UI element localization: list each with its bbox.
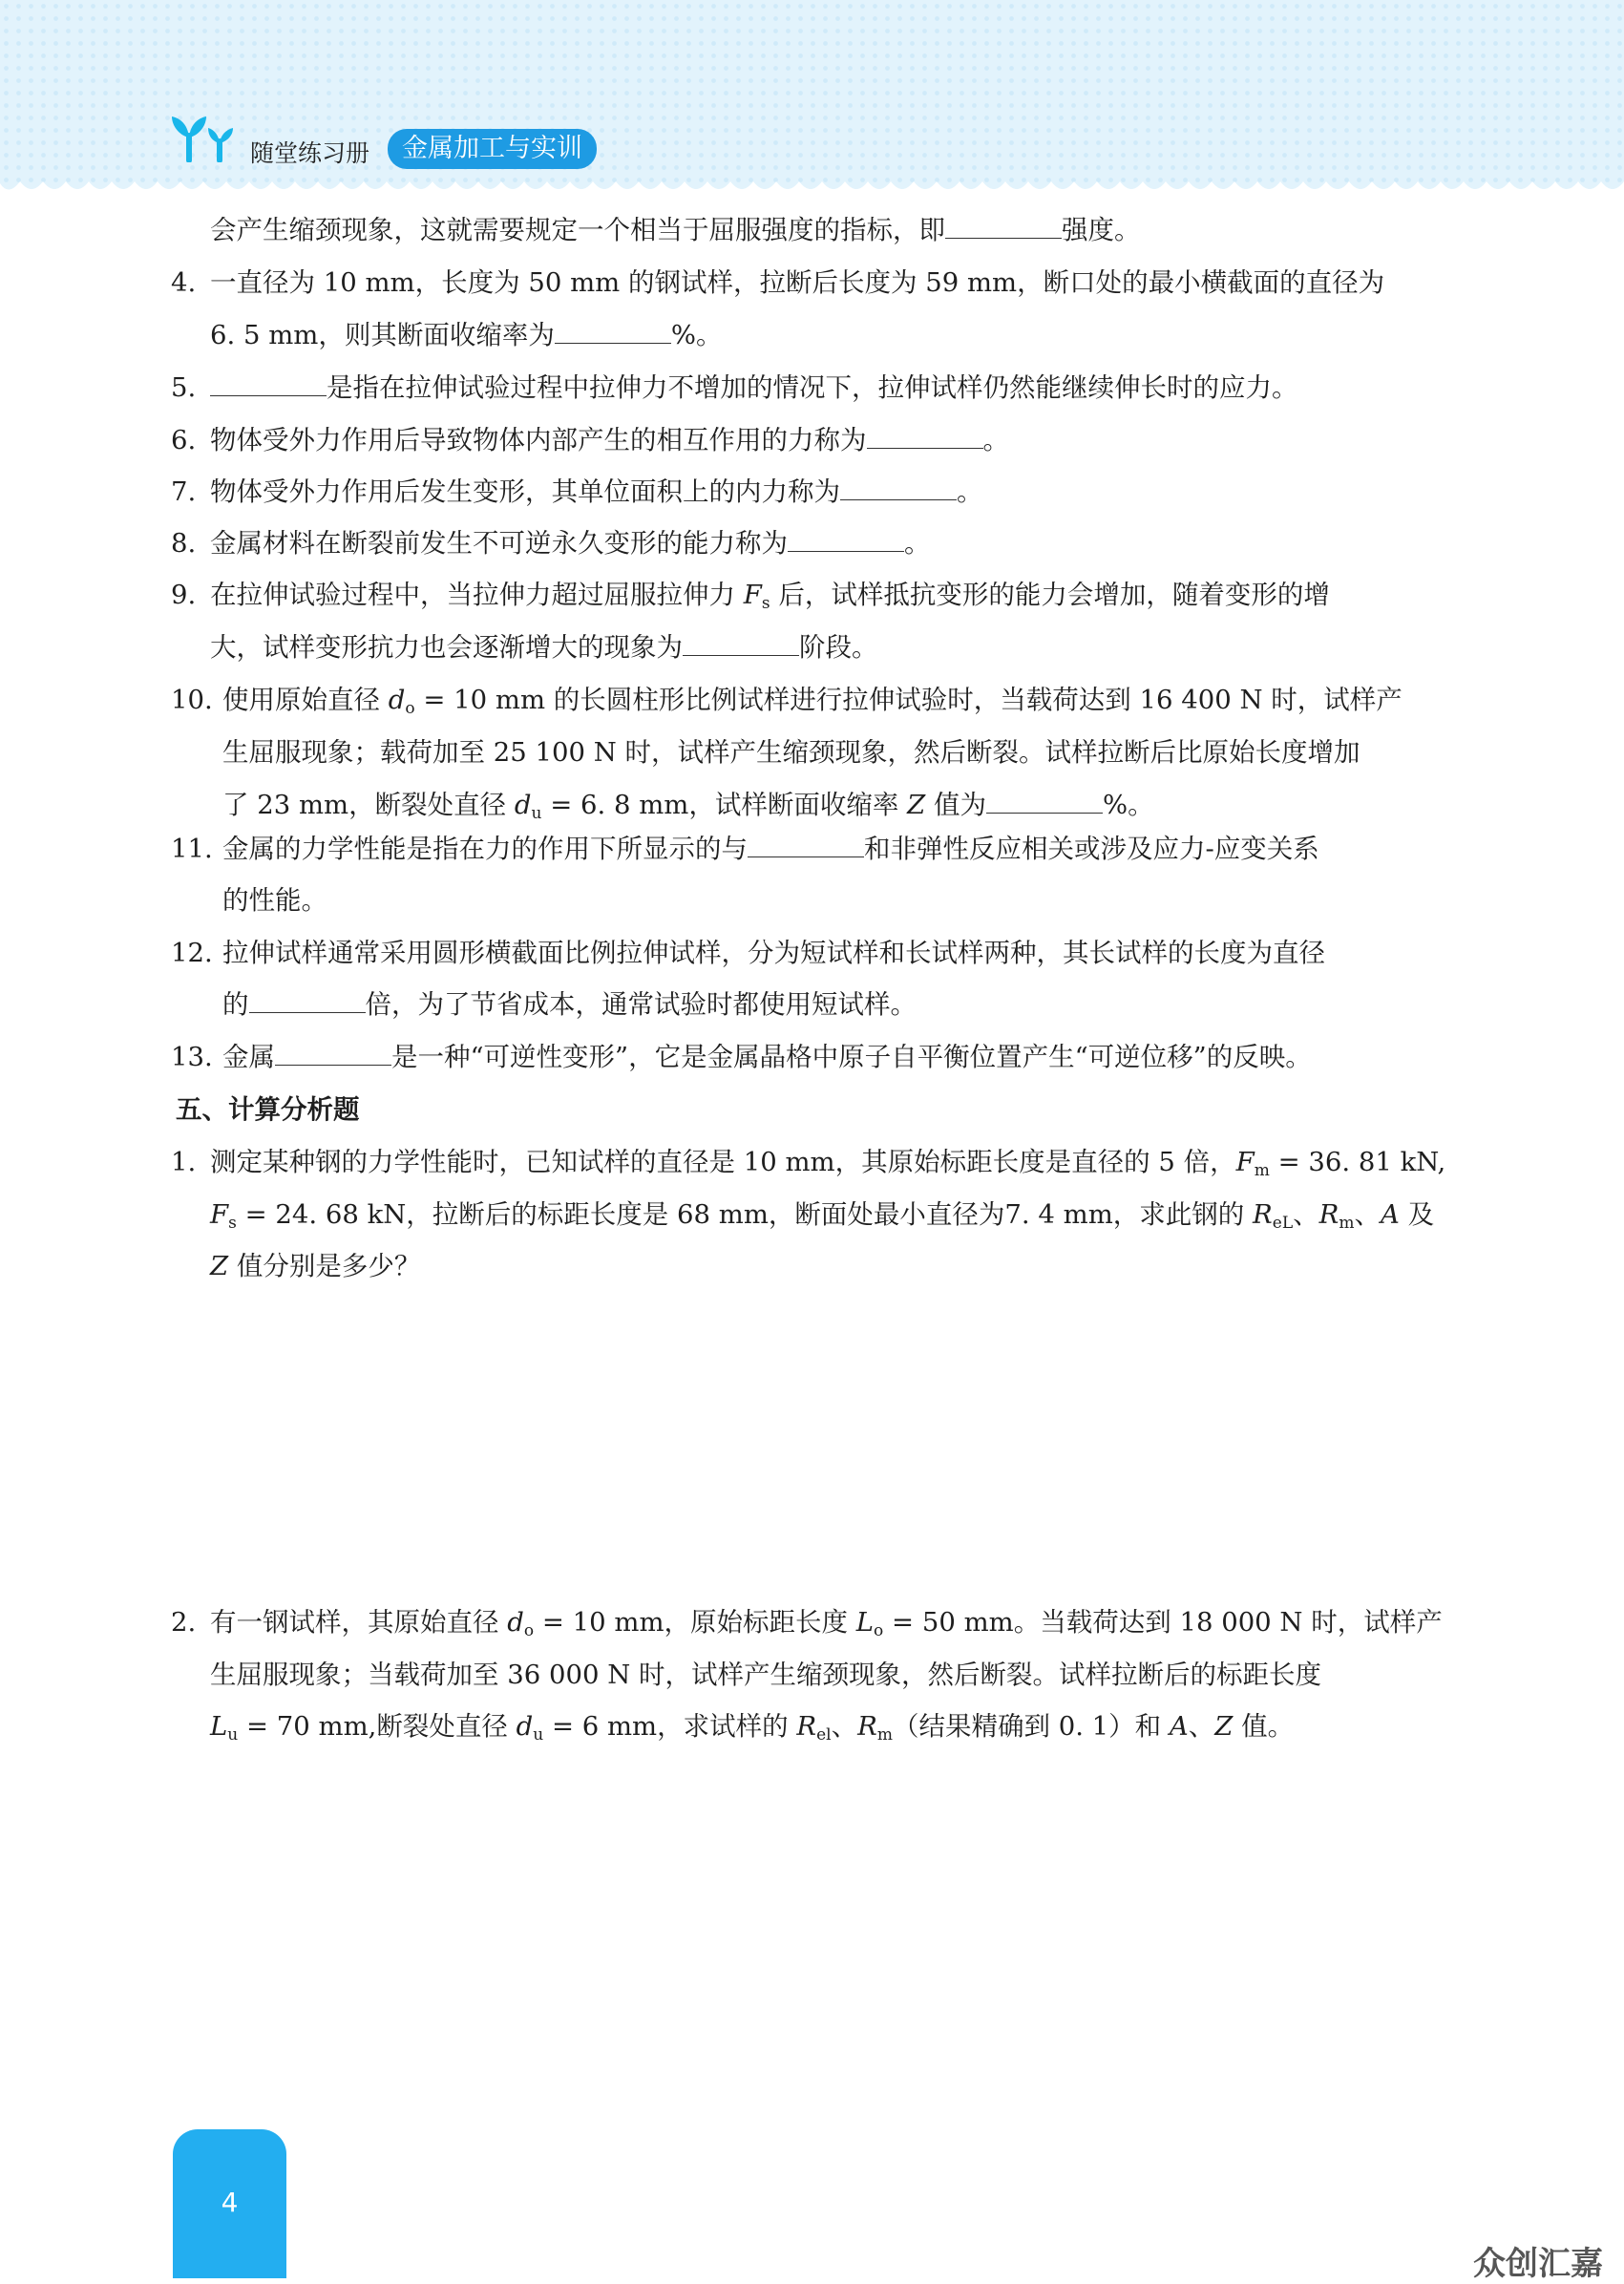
calc2-line3: $L_u = 70$ mm,断裂处直径 $d_u = 6$ mm，求试样的 $R_{el}$、$R_m$（结果精确到 0. 1）和 A、Z 值。 xyxy=(210,1711,1295,1745)
q3-continuation: 会产生缩颈现象，这就需要规定一个相当于屈服强度的指标，即 强度。 xyxy=(210,215,1141,245)
calc1-line1: 1. 测定某种钢的力学性能时，已知试样的直径是 10 mm，其原始标距长度是直径的 5 倍，$F_m = 36$. 81 kN, xyxy=(171,1147,1446,1180)
answer-blank[interactable] xyxy=(210,370,327,396)
calc2-line2: 生屈服现象；当载荷加至 36 000 N 时，试样产生缩颈现象，然后断裂。试样拉断后的标距长度 xyxy=(210,1660,1322,1690)
q12-line2: 的 倍，为了节省成本，通常试验时都使用短试样。 xyxy=(222,989,917,1020)
answer-blank[interactable] xyxy=(249,987,366,1013)
series-title: 随堂练习册 xyxy=(250,139,370,167)
q10-line1: 10. 使用原始直径 $d_o = 10$ mm 的长圆柱形比例试样进行拉伸试验时，当载荷达到 16 400 N 时，试样产 xyxy=(171,685,1403,718)
calc2-line1: 2. 有一钢试样，其原始直径 $d_o = 10$ mm，原始标距长度 $L_o = 50$ mm。当载荷达到 18 000 N 时，试样产 xyxy=(171,1607,1443,1640)
q10-line3: 了 23 mm，断裂处直径 $d_u = 6$. 8 mm，试样断面收缩率 Z 值为 %。 xyxy=(222,790,1154,823)
answer-blank[interactable] xyxy=(275,1040,391,1066)
sprout-logo-icon xyxy=(170,113,239,162)
q8: 8. 金属材料在断裂前发生不可逆永久变形的能力称为 。 xyxy=(171,528,931,559)
q11-line2: 的性能。 xyxy=(222,885,327,916)
section-heading: 五、计算分析题 xyxy=(176,1094,360,1125)
q10-line2: 生屈服现象；载荷加至 25 100 N 时，试样产生缩颈现象，然后断裂。试样拉断后比原始长度增加 xyxy=(222,737,1360,768)
q5: 5. 是指在拉伸试验过程中拉伸力不增加的情况下，拉伸试样仍然能继续伸长时的应力。 xyxy=(171,372,1298,403)
answer-blank[interactable] xyxy=(986,788,1103,814)
header-band xyxy=(0,0,1624,197)
calc1-line3: Z 值分别是多少？ xyxy=(210,1251,421,1281)
q6: 6. 物体受外力作用后导致物体内部产生的相互作用的力称为 。 xyxy=(171,425,1009,455)
q9-line2: 大，试样变形抗力也会逐渐增大的现象为 阶段。 xyxy=(210,632,878,663)
answer-blank[interactable] xyxy=(555,318,671,344)
answer-blank[interactable] xyxy=(683,630,799,656)
answer-blank[interactable] xyxy=(788,526,904,552)
answer-blank[interactable] xyxy=(867,423,983,449)
q13: 13. 金属 是一种“可逆性变形”，它是金属晶格中原子自平衡位置产生“可逆位移”的反映。 xyxy=(171,1042,1312,1072)
header-background xyxy=(0,0,1624,197)
book-title-badge: 金属加工与实训 xyxy=(388,129,597,169)
page-number-tab xyxy=(173,2129,286,2278)
page-number: 4 xyxy=(221,2187,239,2218)
q9-line1: 9. 在拉伸试验过程中，当拉伸力超过屈服拉伸力 $F_s$ 后，试样抵抗变形的能力会增加，随着变形的增 xyxy=(171,580,1330,613)
q7: 7. 物体受外力作用后发生变形，其单位面积上的内力称为 。 xyxy=(171,476,983,507)
answer-blank[interactable] xyxy=(945,213,1062,239)
q4-line2: 6. 5 mm，则其断面收缩率为 %。 xyxy=(210,320,723,350)
answer-blank[interactable] xyxy=(748,832,864,857)
q12-line1: 12. 拉伸试样通常采用圆形横截面比例拉伸试样，分为短试样和长试样两种，其长试样的长度为直径 xyxy=(171,938,1325,968)
watermark: 众创汇嘉 xyxy=(1473,2245,1603,2283)
q4-line1: 4. 一直径为 10 mm，长度为 50 mm 的钢试样，拉断后长度为 59 mm，断口处的最小横截面的直径为 xyxy=(171,267,1385,298)
calc1-line2: $F_s = 24$. 68 kN，拉断后的标距长度是 68 mm，断面处最小直径为7. 4 mm，求此钢的 $R_{eL}$、$R_m$、A 及 xyxy=(210,1199,1435,1233)
answer-blank[interactable] xyxy=(840,475,957,500)
q11-line1: 11. 金属的力学性能是指在力的作用下所显示的与 和非弹性反应相关或涉及应力-应变关系 xyxy=(171,834,1319,864)
